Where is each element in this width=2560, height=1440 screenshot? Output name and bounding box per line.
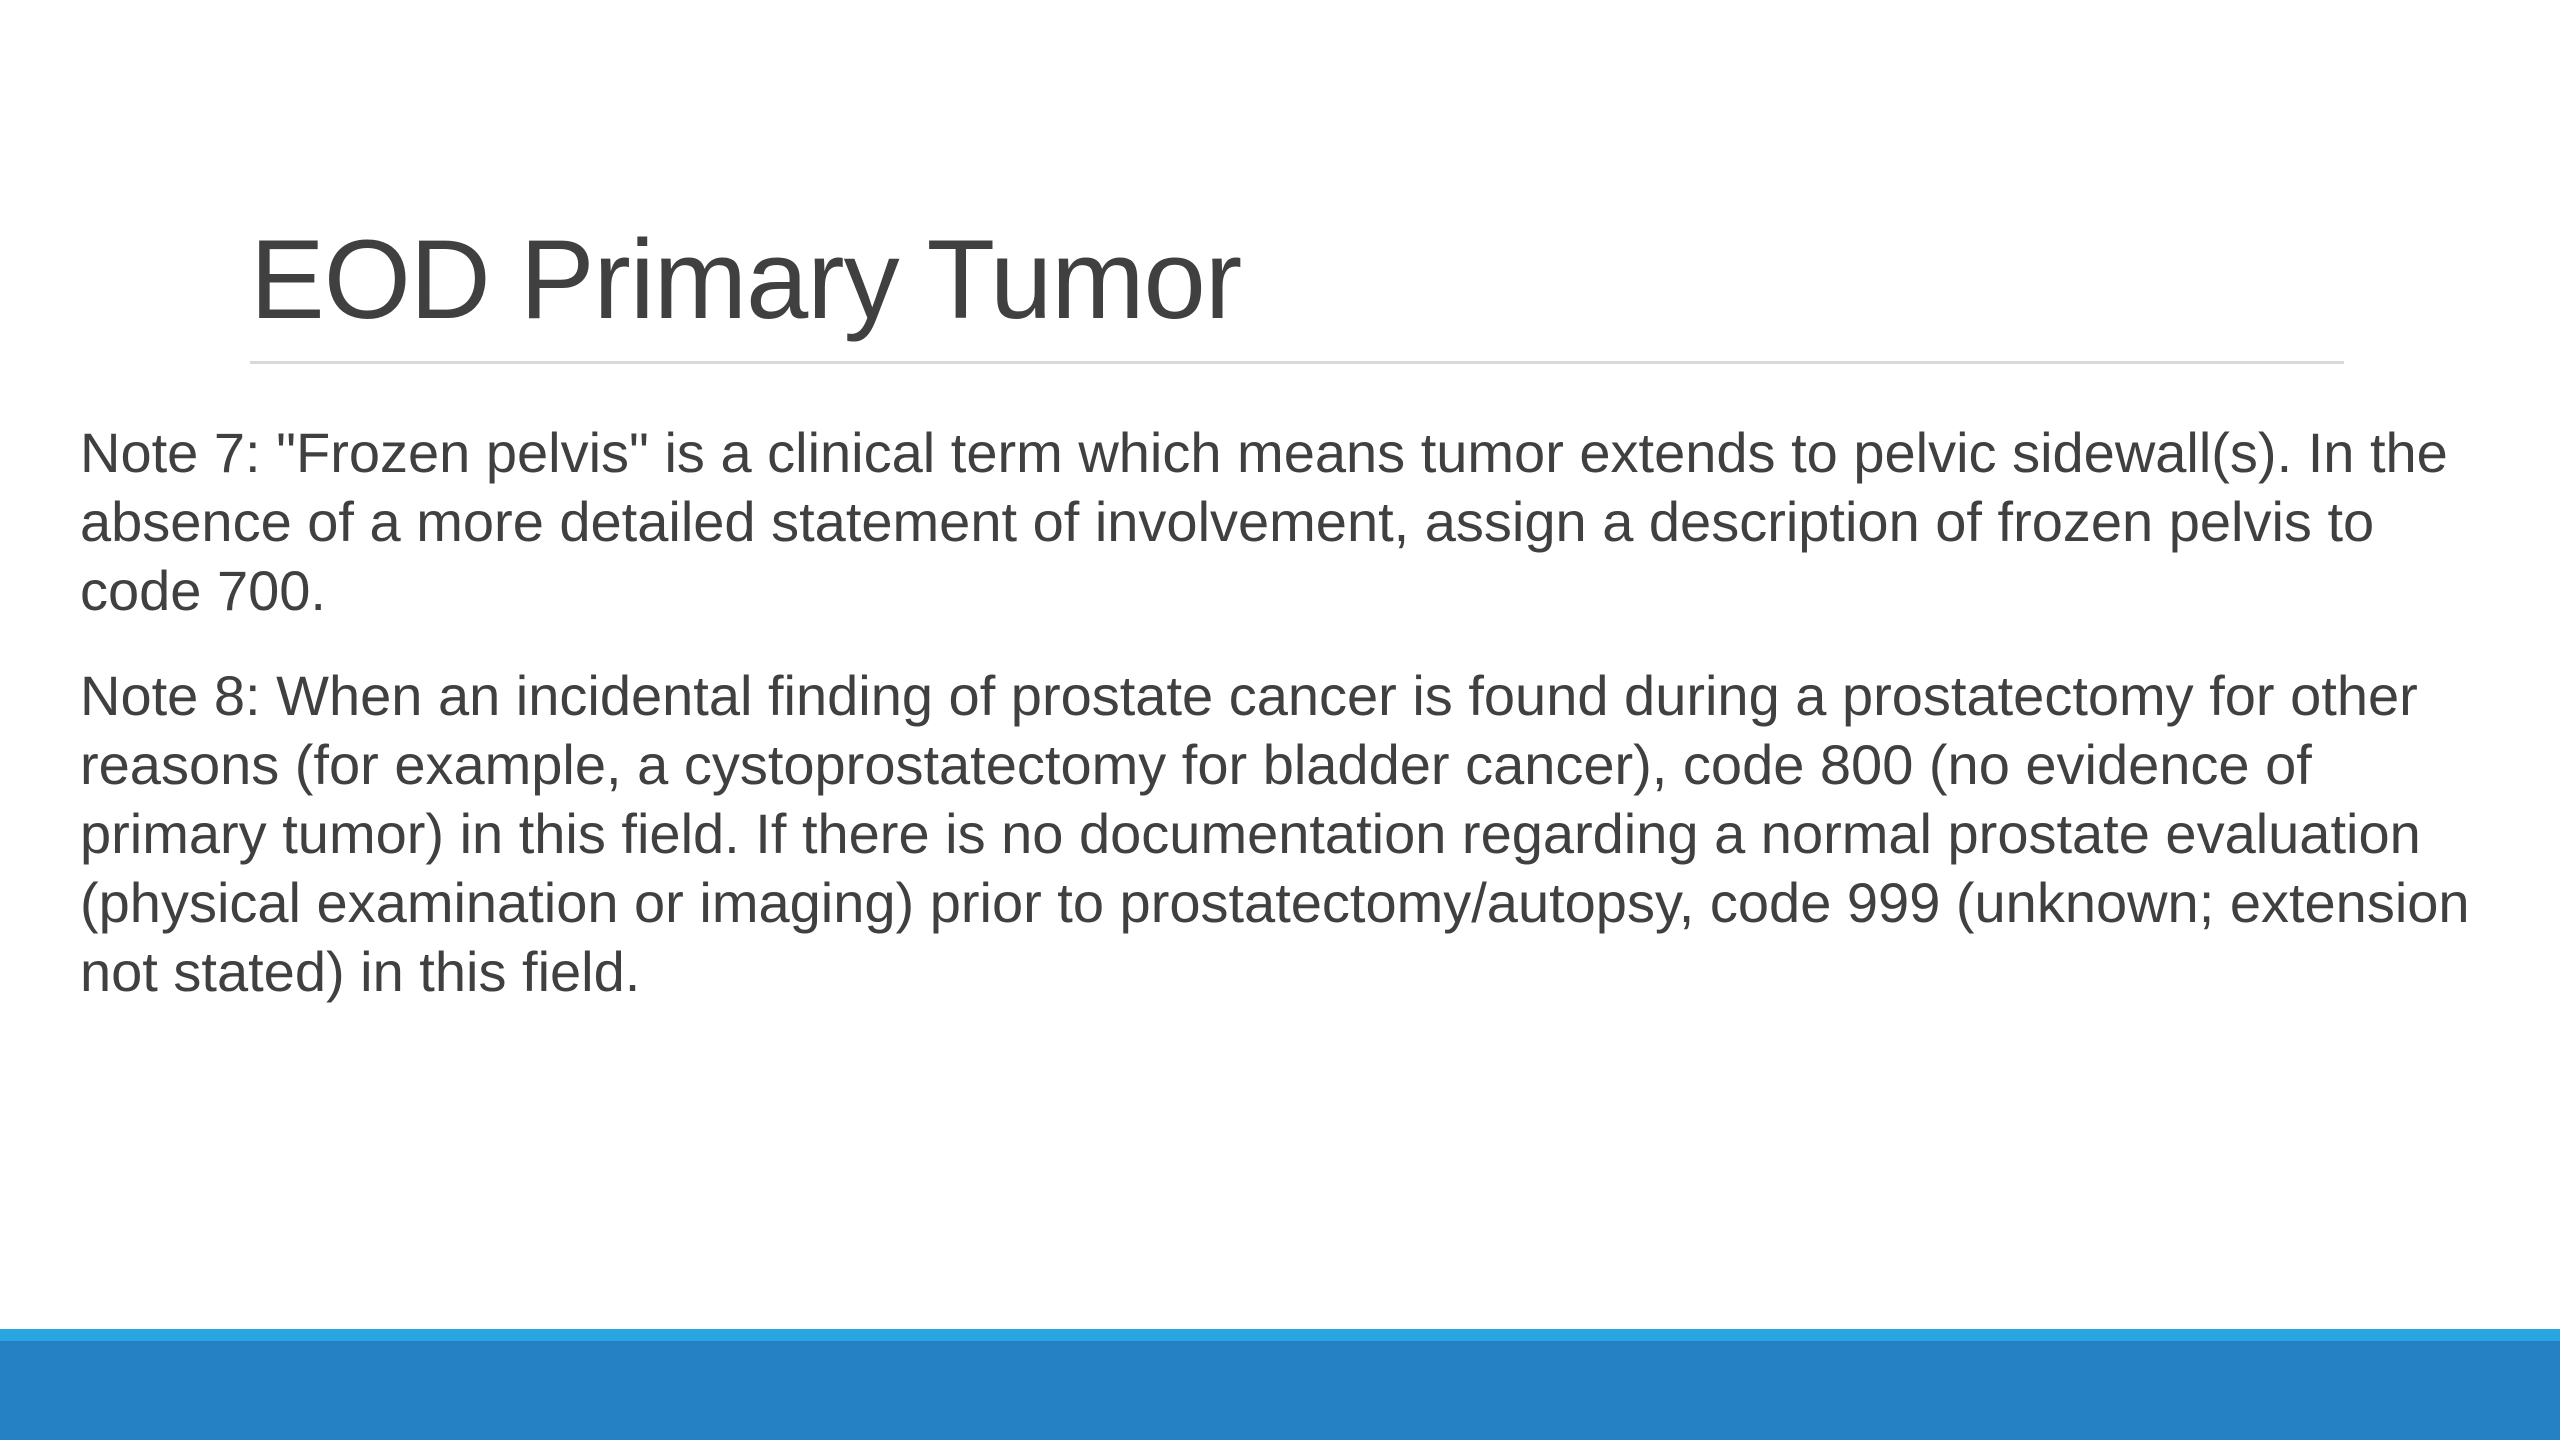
note-8: Note 8: When an incidental finding of prostate cancer is found during a prostatectomy for other reasons (for example, a cystoprostatectomy for bladder cancer), code 800 (no evidence of primary tumor) in this field. If there is no documentation regarding a normal prostate evaluation (physical examination or imaging) prior to prostatectomy/autopsy, code 999 (unknown; extension not stated) in this field. [80, 664, 2470, 1003]
slide-body [80, 418, 2500, 1042]
title-divider [250, 361, 2344, 364]
note-7: Note 7: "Frozen pelvis" is a clinical term which means tumor extends to pelvic sidewall(s). In the absence of a more detailed statement of involvement, assign a description of frozen pelvis to code 700. [80, 421, 2448, 622]
footer-bar [0, 1341, 2560, 1440]
slide-title: EOD Primary Tumor [250, 217, 1242, 342]
footer-accent-line [0, 1329, 2560, 1341]
